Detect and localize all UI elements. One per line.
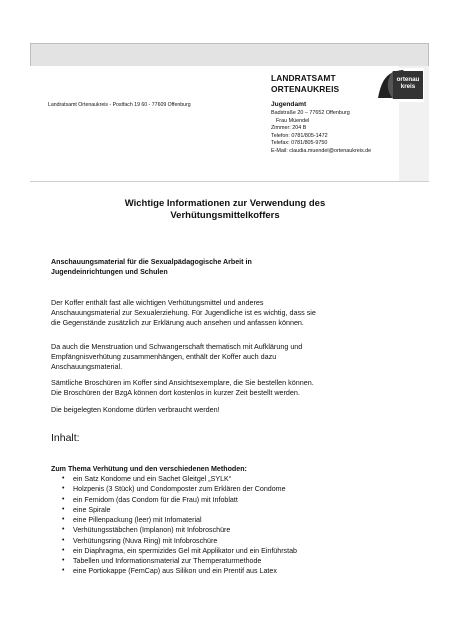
- bullet-icon: •: [62, 485, 65, 493]
- contents-heading: Inhalt:: [51, 432, 80, 444]
- bullet-icon: •: [62, 505, 65, 513]
- paragraph-line: Empfängnisverhütung zusammenhängen, enthält der Koffer auch dazu: [51, 352, 277, 361]
- list-item-text: ein Femidom (das Condom für die Frau) mit Infoblatt: [73, 495, 238, 504]
- paragraph-intro: [51, 298, 401, 328]
- contents-list: [62, 474, 297, 577]
- document-subtitle-line2: Jugendeinrichtungen und Schulen: [51, 268, 168, 276]
- paragraph-line: Sämtliche Broschüren im Koffer sind Ansichtsexemplare, die Sie bestellen können.: [51, 378, 314, 387]
- contact-fax: Telefax: 0781/805-9750: [271, 140, 328, 146]
- bullet-icon: •: [62, 546, 65, 554]
- contact-address: Badstraße 20 – 77652 Offenburg: [271, 110, 350, 116]
- document-title-line2: Verhütungsmittelkoffers: [170, 210, 280, 221]
- document-title: [60, 198, 390, 222]
- contact-phone: Telefon: 0781/805-1472: [271, 132, 328, 139]
- list-item-text: Tabellen und Informationsmaterial zur Themperaturmethode: [73, 557, 262, 565]
- bullet-icon: •: [62, 516, 65, 523]
- list-item: [62, 536, 297, 546]
- topic-heading: Zum Thema Verhütung und den verschiedenen Methoden:: [51, 465, 247, 473]
- letterhead-right-rule: [428, 44, 429, 66]
- bullet-icon: •: [62, 475, 65, 482]
- document-subtitle-line1: Anschauungsmaterial für die Sexualpädagogische Arbeit in: [51, 258, 252, 266]
- list-item: [62, 505, 297, 515]
- svg-text:kreis: kreis: [400, 83, 416, 90]
- svg-text:ortenau: ortenau: [396, 76, 420, 83]
- list-item-text: ein Satz Kondome und ein Sachet Gleitgel „SYLK“: [73, 475, 232, 483]
- list-item: [62, 556, 297, 566]
- list-item-text: ein Diaphragma, ein spermizides Gel mit Applikator und ein Einführstab: [73, 546, 297, 555]
- bullet-icon: •: [62, 567, 65, 575]
- paragraph-line: die Gegenstände zusätzlich zur Erklärung auch ansehen und anfassen können.: [51, 318, 304, 327]
- list-item: [62, 474, 297, 484]
- bullet-icon: •: [62, 526, 65, 534]
- list-item: [62, 484, 297, 494]
- list-item-text: Verhütungsring (Nuva Ring) mit Infobroschüre: [73, 536, 218, 545]
- agency-name: [271, 73, 381, 95]
- paragraph-line: Da auch die Menstruation und Schwangerschaft thematisch mit Aufklärung und: [51, 342, 303, 351]
- contact-email: E-Mail: claudia.muendel@ortenaukreis.de: [271, 147, 372, 154]
- list-item-text: Verhütungsstäbchen (Implanon) mit Infobroschüre: [73, 526, 231, 535]
- contact-person: Frau Müendel: [276, 117, 310, 124]
- ortenaukreis-logo: [376, 68, 424, 102]
- document-subtitle: [51, 257, 391, 277]
- paragraph-line: Anschauungsmaterial.: [51, 362, 123, 371]
- bullet-icon: •: [62, 495, 65, 503]
- list-item: [62, 495, 297, 505]
- list-item: [62, 515, 297, 525]
- contact-room: Zimmer: 204 B: [271, 125, 307, 131]
- sender-address-line: Landratsamt Ortenaukreis - Postfach 19 60 - 77609 Offenburg: [48, 102, 191, 108]
- letterhead-bottom-rule: [30, 181, 429, 182]
- list-item: [62, 546, 297, 556]
- letterhead-band: [30, 44, 429, 66]
- list-item: [62, 566, 297, 576]
- list-item-text: eine Spirale: [73, 505, 111, 514]
- office-name: Jugendamt: [271, 101, 307, 108]
- paragraph-line: Der Koffer enthält fast alle wichtigen Verhütungsmittel und anderes: [51, 298, 264, 307]
- paragraph-brochures: [51, 378, 401, 398]
- document-title-line1: Wichtige Informationen zur Verwendung des: [124, 198, 326, 209]
- paragraph-line: Die beigelegten Kondome dürfen verbraucht werden!: [51, 405, 220, 414]
- agency-name-line1: LANDRATSAMT: [271, 73, 336, 83]
- list-item: [62, 525, 297, 535]
- list-item-text: eine Portiokappe (FemCap) aus Silikon und ein Prentif aus Latex: [73, 567, 277, 576]
- contact-block: [271, 110, 371, 155]
- paragraph-line: Anschauungsmaterial zur Sexualerziehung. Für Jugendliche ist es wichtig, dass sie: [51, 308, 316, 317]
- letterhead-left-rule: [30, 44, 31, 66]
- agency-name-line2: ORTENAUKREIS: [271, 84, 340, 94]
- list-item-text: eine Pillenpackung (leer) mit Infomaterial: [73, 516, 202, 524]
- paragraph-condoms: [51, 405, 401, 415]
- bullet-icon: •: [62, 557, 65, 564]
- bullet-icon: •: [62, 536, 65, 544]
- paragraph-menstruation: [51, 342, 401, 372]
- list-item-text: Holzpenis (3 Stück) und Condomposter zum Erklären der Condome: [73, 485, 286, 494]
- paragraph-line: Die Broschüren der BzgA können dort kostenlos in kurzer Zeit bestellt werden.: [51, 388, 300, 397]
